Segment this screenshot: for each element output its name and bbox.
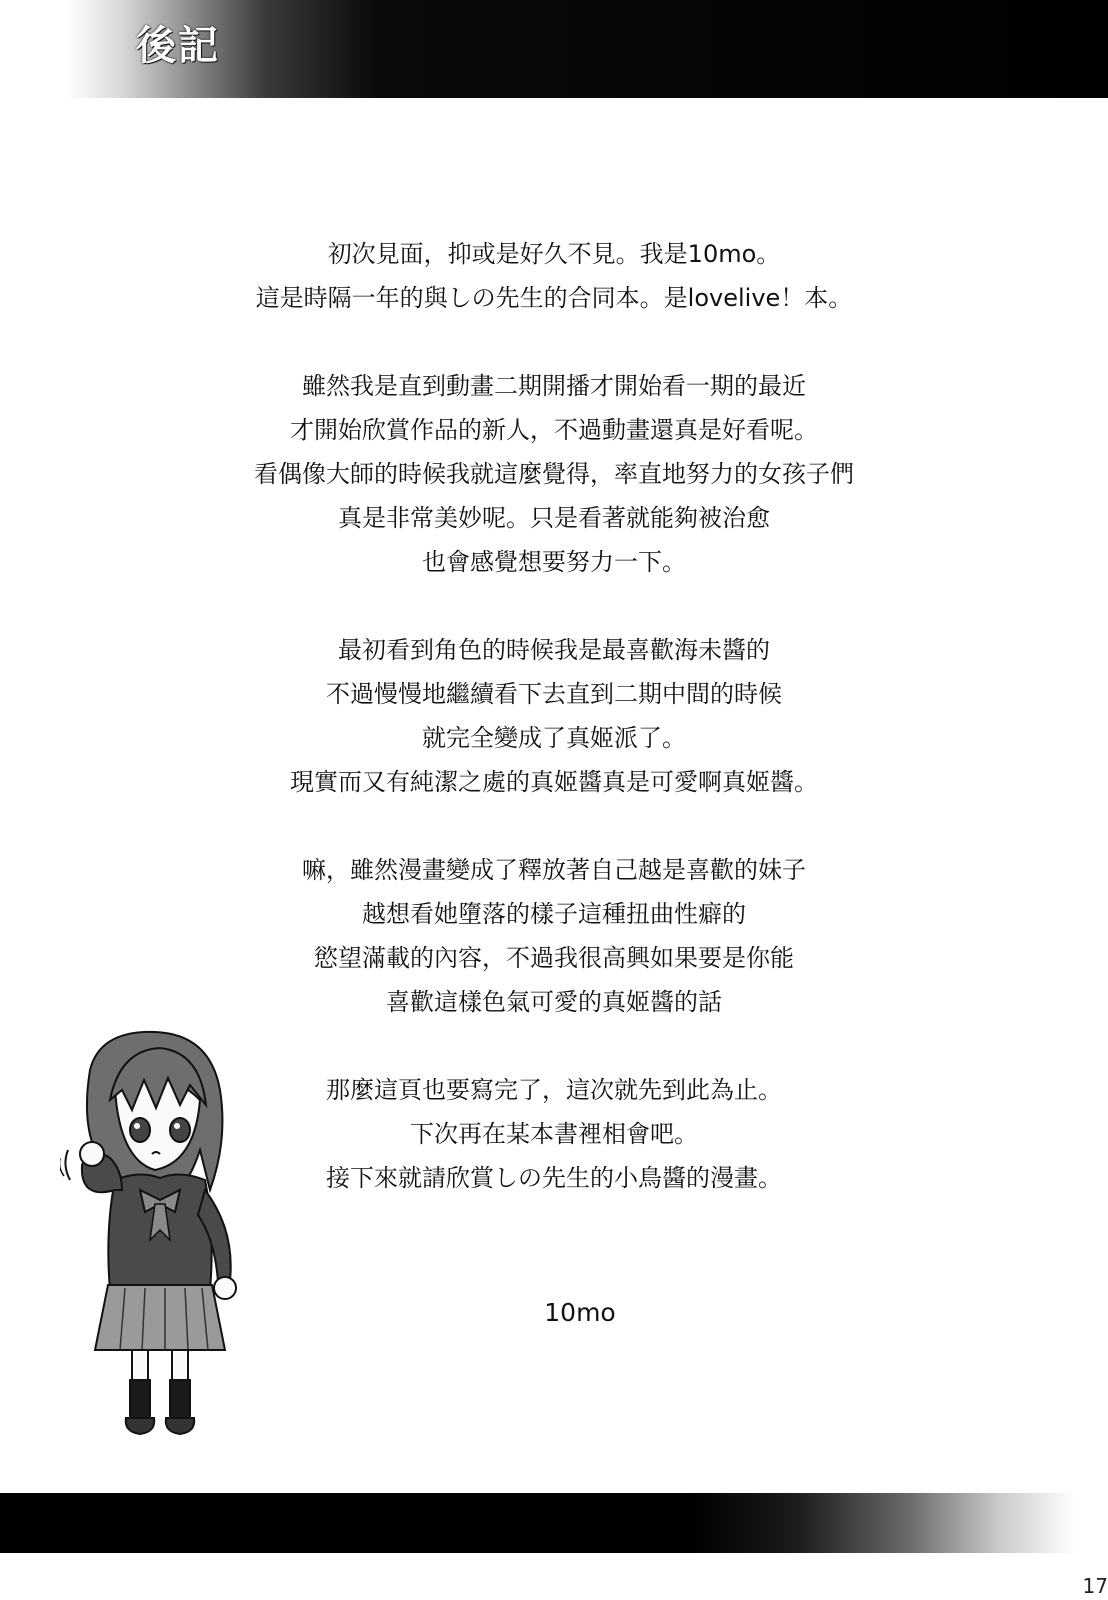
paragraph-4 xyxy=(0,848,1108,1024)
text-line: 真是非常美妙呢。只是看著就能夠被治愈 xyxy=(338,504,770,532)
text-line: 雖然我是直到動畫二期開播才開始看一期的最近 xyxy=(302,372,806,400)
author-signature: 10mo xyxy=(544,1298,616,1327)
text-line: 越想看她墮落的樣子這種扭曲性癖的 xyxy=(362,900,746,928)
text-line: 慾望滿載的內容，不過我很高興如果要是你能 xyxy=(314,944,794,972)
text-line: 接下來就請欣賞しの先生的小鳥醬的漫畫。 xyxy=(326,1164,782,1192)
text-line: 那麼這頁也要寫完了，這次就先到此為止。 xyxy=(326,1076,782,1104)
page-number: 17 xyxy=(1082,1574,1108,1598)
paragraph-1 xyxy=(0,232,1108,320)
text-line: 看偶像大師的時候我就這麼覺得，率直地努力的女孩子們 xyxy=(254,460,854,488)
footer-bar xyxy=(0,1493,1108,1553)
text-line: 下次再在某本書裡相會吧。 xyxy=(410,1120,698,1148)
text-line: 才開始欣賞作品的新人，不過動畫還真是好看呢。 xyxy=(290,416,818,444)
page-title: 後記 xyxy=(136,23,220,69)
text-line: 不過慢慢地繼續看下去直到二期中間的時候 xyxy=(326,680,782,708)
text-line: 嘛，雖然漫畫變成了釋放著自己越是喜歡的妹子 xyxy=(302,856,806,884)
text-line: 最初看到角色的時候我是最喜歡海未醬的 xyxy=(338,636,770,664)
chibi-character-illustration xyxy=(60,1030,260,1450)
text-line: 也會感覺想要努力一下。 xyxy=(422,548,686,576)
paragraph-2 xyxy=(0,364,1108,584)
text-line: 就完全變成了真姬派了。 xyxy=(422,724,686,752)
paragraph-3 xyxy=(0,628,1108,804)
text-line: 這是時隔一年的與しの先生的合同本。是lovelive！本。 xyxy=(255,284,853,312)
text-line: 初次見面，抑或是好久不見。我是10mo。 xyxy=(327,240,781,268)
text-line: 現實而又有純潔之處的真姬醬真是可愛啊真姬醬。 xyxy=(290,768,818,796)
text-line: 喜歡這樣色氣可愛的真姬醬的話 xyxy=(386,988,722,1016)
